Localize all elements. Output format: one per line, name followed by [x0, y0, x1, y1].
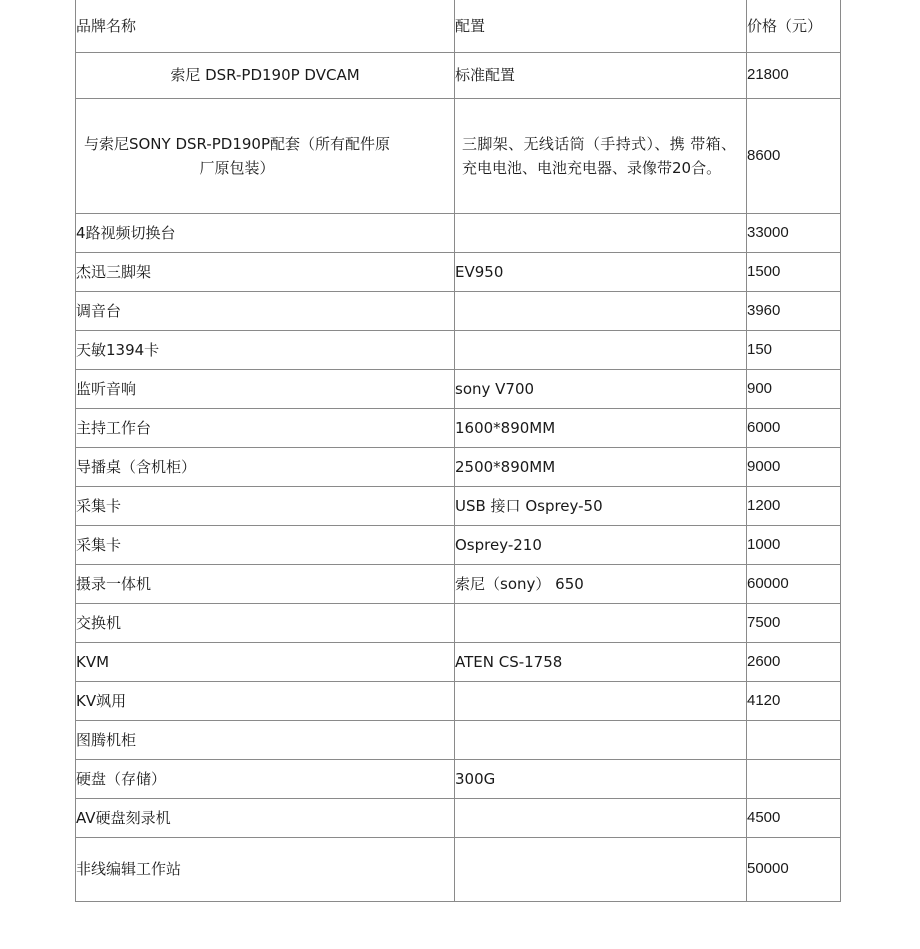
cell-config	[455, 213, 747, 252]
cell-price: 50000	[747, 837, 841, 901]
cell-price: 6000	[747, 408, 841, 447]
cell-name: KV飒用	[76, 681, 455, 720]
cell-config	[455, 837, 747, 901]
table-row	[76, 720, 841, 759]
table-row	[76, 330, 841, 369]
header-brand-name: 品牌名称	[76, 0, 455, 52]
cell-price: 3960	[747, 291, 841, 330]
table-row	[76, 837, 841, 901]
cell-name: 硬盘（存储）	[76, 759, 455, 798]
cell-price: 8600	[747, 98, 841, 213]
cell-name: 交换机	[76, 603, 455, 642]
cell-name: KVM	[76, 642, 455, 681]
cell-price: 60000	[747, 564, 841, 603]
cell-price	[747, 720, 841, 759]
cell-price: 900	[747, 369, 841, 408]
cell-price: 33000	[747, 213, 841, 252]
cell-config: 2500*890MM	[455, 447, 747, 486]
cell-price	[747, 759, 841, 798]
table-row	[76, 603, 841, 642]
cell-price: 150	[747, 330, 841, 369]
cell-name: 4路视频切换台	[76, 213, 455, 252]
cell-price: 9000	[747, 447, 841, 486]
table-row	[76, 291, 841, 330]
table-row	[76, 369, 841, 408]
cell-name: 采集卡	[76, 525, 455, 564]
table-header-row	[76, 0, 841, 52]
cell-config: 三脚架、无线话筒（手持式）、携 带箱、充电电池、电池充电器、录像带20合。	[455, 98, 747, 213]
table-row	[76, 252, 841, 291]
cell-name: 调音台	[76, 291, 455, 330]
cell-price: 21800	[747, 52, 841, 98]
cell-name: 索尼 DSR-PD190P DVCAM	[76, 52, 455, 98]
header-config: 配置	[455, 0, 747, 52]
equipment-price-sheet	[75, 0, 840, 901]
cell-config: 1600*890MM	[455, 408, 747, 447]
table-row	[76, 52, 841, 98]
table-row	[76, 759, 841, 798]
cell-config: ATEN CS-1758	[455, 642, 747, 681]
cell-name: 采集卡	[76, 486, 455, 525]
cell-config	[455, 291, 747, 330]
cell-config: sony V700	[455, 369, 747, 408]
cell-price: 7500	[747, 603, 841, 642]
cell-config	[455, 681, 747, 720]
cell-config	[455, 798, 747, 837]
table-row	[76, 681, 841, 720]
header-price: 价格（元）	[747, 0, 841, 52]
cell-config: EV950	[455, 252, 747, 291]
table-row	[76, 447, 841, 486]
cell-name: 监听音响	[76, 369, 455, 408]
cell-config: Osprey-210	[455, 525, 747, 564]
cell-name: 导播桌（含机柜）	[76, 447, 455, 486]
cell-price: 1500	[747, 252, 841, 291]
cell-config: 标准配置	[455, 52, 747, 98]
table-row	[76, 798, 841, 837]
cell-config	[455, 330, 747, 369]
cell-price: 1000	[747, 525, 841, 564]
cell-name: 非线编辑工作站	[76, 837, 455, 901]
cell-name: 图腾机柜	[76, 720, 455, 759]
table-row	[76, 98, 841, 213]
cell-price: 1200	[747, 486, 841, 525]
cell-price: 4500	[747, 798, 841, 837]
table-row	[76, 408, 841, 447]
cell-config: USB 接口 Osprey-50	[455, 486, 747, 525]
cell-name: 杰迅三脚架	[76, 252, 455, 291]
cell-price: 2600	[747, 642, 841, 681]
cell-name: 摄录一体机	[76, 564, 455, 603]
table-row	[76, 525, 841, 564]
cell-price: 4120	[747, 681, 841, 720]
cell-name: 天敏1394卡	[76, 330, 455, 369]
table-row	[76, 642, 841, 681]
cell-name: 与索尼SONY DSR-PD190P配套（所有配件原厂原包装）	[76, 98, 455, 213]
table-row	[76, 213, 841, 252]
cell-name: 主持工作台	[76, 408, 455, 447]
cell-config: 300G	[455, 759, 747, 798]
equipment-price-table	[75, 0, 841, 902]
cell-config	[455, 603, 747, 642]
table-row	[76, 486, 841, 525]
table-row	[76, 564, 841, 603]
cell-config	[455, 720, 747, 759]
cell-config: 索尼（sony） 650	[455, 564, 747, 603]
cell-name: AV硬盘刻录机	[76, 798, 455, 837]
